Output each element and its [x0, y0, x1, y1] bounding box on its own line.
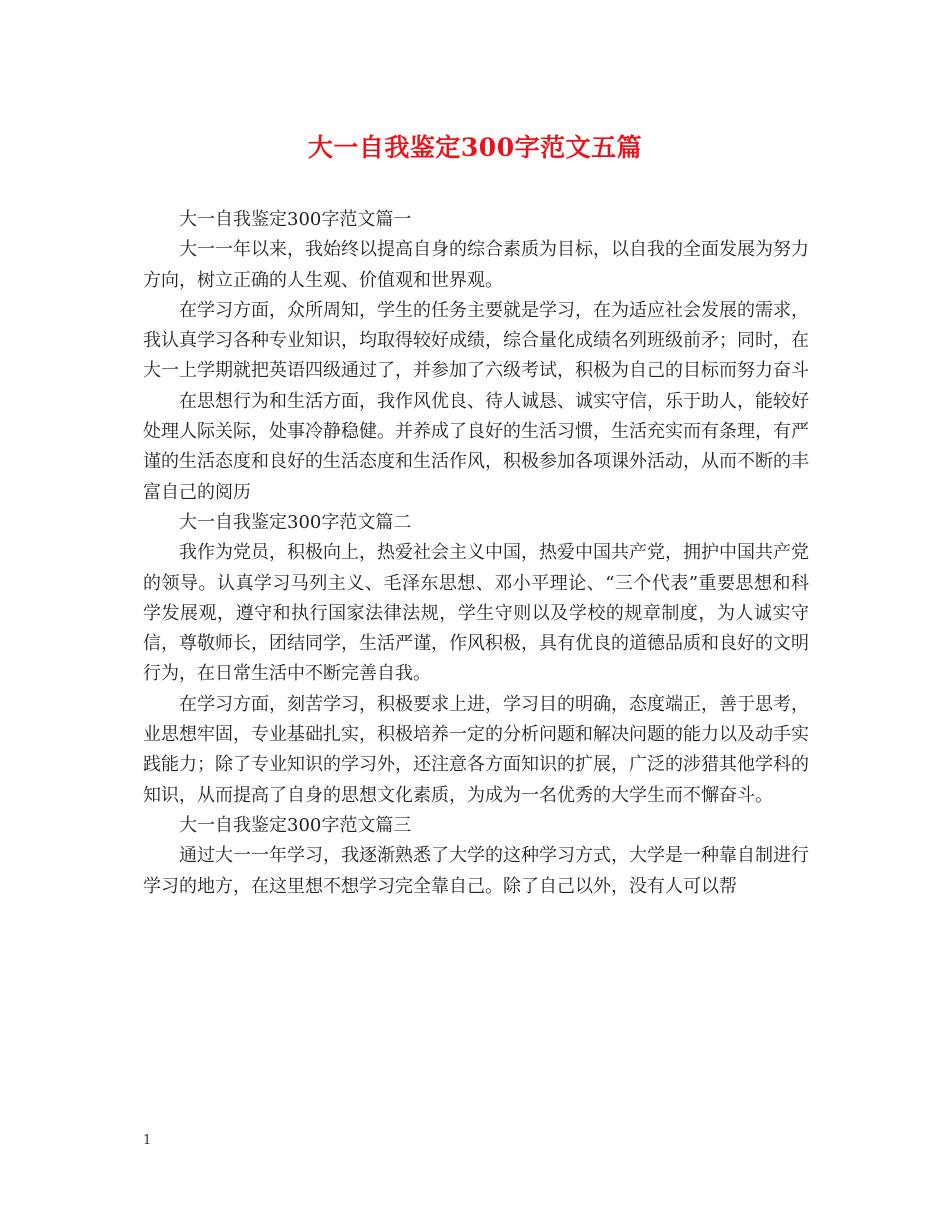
section-heading-3: 大一自我鉴定300字范文篇三	[179, 814, 412, 836]
section-1-paragraph-2: 在学习方面，众所周知，学生的任务主要就是学习，在为适应社会发展的需求，我认真学习各种专业知识，均取得较好成绩，综合量化成绩名列班级前矛；同时，在大一上学期就把英语四级通过了，并参加了六级考试，积极为自己的目标而努力奋斗	[143, 299, 809, 382]
document-title: 大一自我鉴定300字范文五篇	[307, 133, 643, 162]
page-number: 1	[143, 1133, 152, 1148]
document-body	[143, 205, 809, 902]
section-2-paragraph-1: 我作为党员，积极向上，热爱社会主义中国，热爱中国共产党，拥护中国共产党的领导。认真学习马列主义、毛泽东思想、邓小平理论、“三个代表”重要思想和科学发展观，遵守和执行国家法律法规，学生守则以及学校的规章制度，为人诚实守信，尊敬师长，团结同学，生活严谨，作风积极，具有优良的道德品质和良好的文明行为，在日常生活中不断完善自我。	[143, 542, 809, 685]
section-1-paragraph-3: 在思想行为和生活方面，我作风优良、待人诚恳、诚实守信，乐于助人，能较好处理人际关际，处事冷静稳健。并养成了良好的生活习惯，生活充实而有条理，有严谨的生活态度和良好的生活态度和生活作风，积极参加各项课外活动，从而不断的丰富自己的阅历	[143, 390, 809, 503]
section-heading-1: 大一自我鉴定300字范文篇一	[179, 209, 412, 230]
section-2-paragraph-2: 在学习方面，刻苦学习，积极要求上进，学习目的明确，态度端正，善于思考，业思想牢固，专业基础扎实，积极培养一定的分析问题和解决问题的能力以及动手实践能力；除了专业知识的学习外，还注意各方面知识的扩展，广泛的涉猎其他学科的知识，从而提高了自身的思想文化素质，为成为一名优秀的大学生而不懈奋斗。	[143, 693, 809, 806]
section-1-paragraph-1: 大一一年以来，我始终以提高自身的综合素质为目标，以自我的全面发展为努力方向，树立正确的人生观、价值观和世界观。	[143, 239, 809, 291]
section-3-paragraph-1: 通过大一一年学习，我逐渐熟悉了大学的这种学习方式，大学是一种靠自制进行学习的地方，在这里想不想学习完全靠自己。除了自己以外，没有人可以帮	[143, 845, 809, 897]
section-heading-2: 大一自我鉴定300字范文篇二	[179, 511, 412, 533]
